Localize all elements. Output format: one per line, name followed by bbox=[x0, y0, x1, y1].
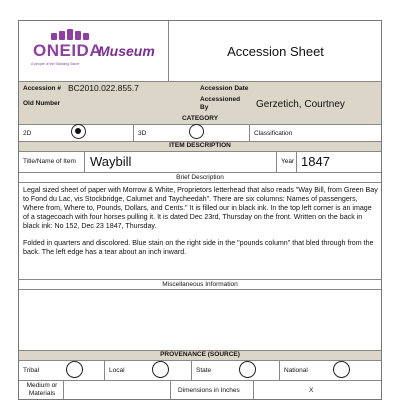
accession-date-label: Accession Date bbox=[200, 85, 249, 92]
title-name-value[interactable]: Waybill bbox=[90, 154, 132, 169]
local-radio[interactable] bbox=[152, 361, 169, 378]
title-box bbox=[168, 21, 382, 81]
title-name-label: Title/Name of Item bbox=[23, 158, 76, 165]
old-number-label: Old Number bbox=[23, 100, 61, 107]
sheet-title: Accession Sheet bbox=[227, 44, 324, 59]
option-2d-label: 2D bbox=[23, 130, 32, 137]
accessioned-by-value[interactable]: Gerzetich, Courtney bbox=[256, 99, 345, 110]
dimensions-label: Dimensions in Inches bbox=[178, 387, 240, 394]
category-header: CATEGORY bbox=[181, 115, 219, 122]
local-label: Local bbox=[109, 367, 125, 374]
year-label: Year bbox=[281, 158, 295, 165]
option-3d-label: 3D bbox=[138, 130, 147, 137]
provenance-header: PROVENANCE (SOURCE) bbox=[160, 351, 240, 358]
national-radio[interactable] bbox=[333, 361, 350, 378]
logo-word: ONEIDA bbox=[33, 41, 103, 60]
medium-materials-label: Medium or Materials bbox=[26, 382, 58, 397]
national-label: National bbox=[284, 367, 308, 374]
accession-number-value[interactable]: BC2010.022.855.7 bbox=[68, 83, 139, 93]
dimensions-separator: X bbox=[309, 387, 314, 394]
accession-number-label: Accession # bbox=[23, 85, 61, 92]
brief-description-text[interactable]: Legal sized sheet of paper with Morrow & White, Proprietors letterhead that also reads "Way Bill, from Green Bay to Fond du Lac, vis Stockbridge, Calumet and Taycheedah". There are six columns: Names of passengers, Where from, Where to, Pounds, Dollars, and Cents." It is filled our in black ink. In the top left corner is an image of a stagecoach with four horses pulling it. It is dated Dec 23rd, Thursday on the front. Written on the back in black ink: No 152, Dec 23 1847, Thursday. Folded in quarters and discolored. Blue stain on the right side in the "pounds column" that bled through from the back. The left edge has a tear about an inch inward. bbox=[23, 186, 378, 257]
option-2d-radio[interactable] bbox=[71, 124, 86, 139]
state-radio[interactable] bbox=[239, 361, 256, 378]
logo-tagline: A people of the Standing Stone bbox=[31, 62, 80, 66]
misc-info-label: Miscellaneous Information bbox=[162, 281, 238, 288]
state-label: State bbox=[196, 367, 212, 374]
brief-description-label: Brief Description bbox=[176, 174, 224, 181]
tribal-label: Tribal bbox=[23, 367, 40, 374]
year-value[interactable]: 1847 bbox=[301, 154, 330, 169]
accessioned-by-label: Accessioned By bbox=[200, 96, 241, 111]
museum-label: Museum bbox=[98, 43, 155, 59]
tribal-radio[interactable] bbox=[66, 361, 83, 378]
classification-label: Classification bbox=[254, 130, 293, 137]
option-3d-radio[interactable] bbox=[189, 124, 204, 139]
oneida-logo-icon bbox=[47, 29, 93, 41]
accession-sheet bbox=[18, 20, 382, 400]
item-description-header: ITEM DESCRIPTION bbox=[169, 142, 231, 149]
